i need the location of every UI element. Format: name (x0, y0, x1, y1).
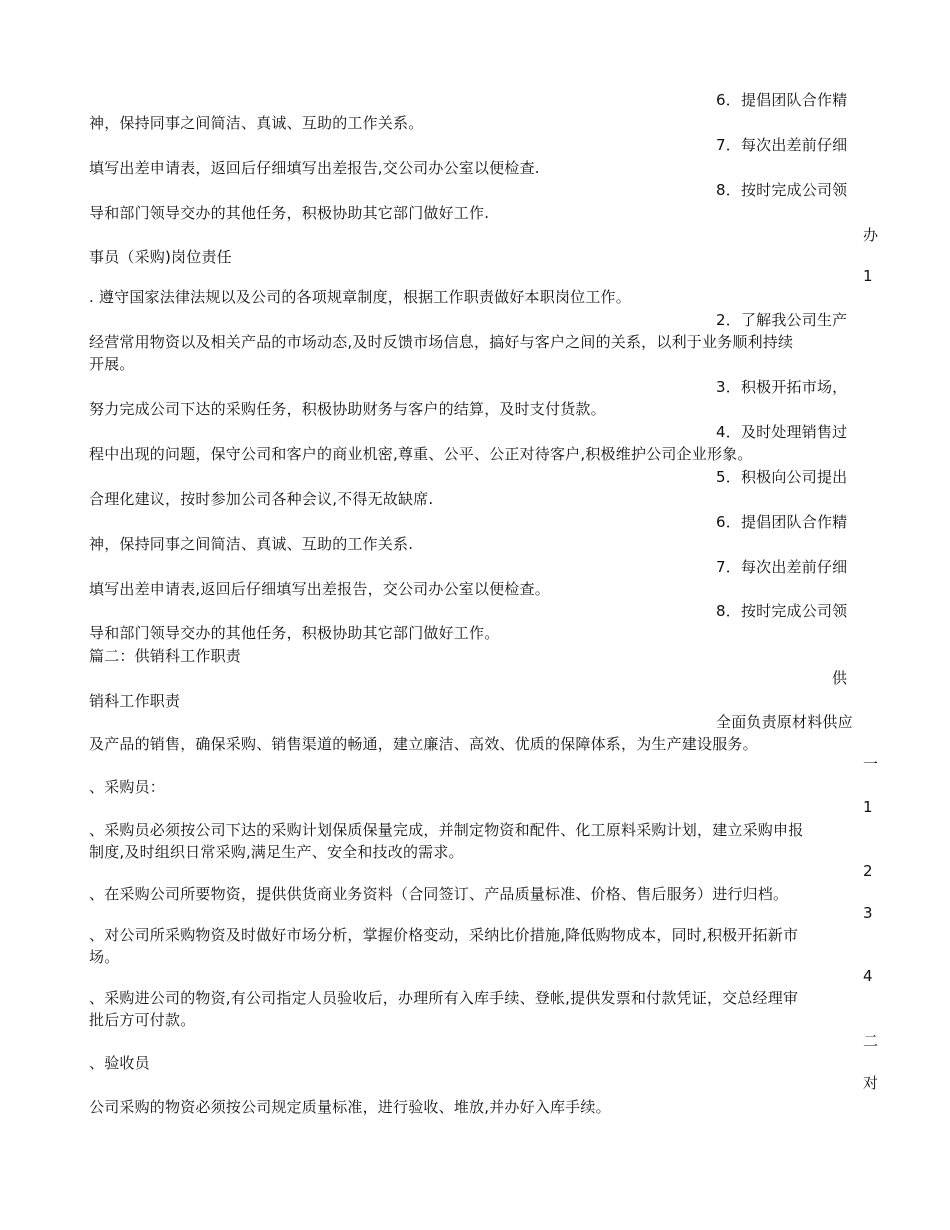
text-line: 批后方可付款。 (89, 1011, 196, 1029)
text-line: 2．了解我公司生产 (716, 311, 848, 329)
text-line: 二 (863, 1032, 879, 1050)
text-line: 4 (863, 967, 873, 985)
text-line: 7．每次出差前仔细 (716, 136, 848, 154)
text-line: 填写出差申请表，返回后仔细填写出差报告,交公司办公室以便检查. (89, 159, 540, 177)
text-line: 、在采购公司所要物资，提供供货商业务资料（合同签订、产品质量标准、价格、售后服务）进行归档。 (89, 885, 789, 903)
text-line: 6．提倡团队合作精 (716, 91, 848, 109)
text-line: 8．按时完成公司领 (716, 602, 848, 620)
text-line: 公司采购的物资必须按公司规定质量标准，进行验收、堆放,并办好入库手续。 (89, 1098, 611, 1116)
text-line: 对 (863, 1074, 879, 1092)
text-line: 程中出现的问题，保守公司和客户的商业机密,尊重、公平、公正对待客户,积极维护公司企业形象。 (89, 445, 753, 463)
text-line: 经营常用物资以及相关产品的市场动态,及时反馈市场信息，搞好与客户之间的关系，以利于业务顺利持续 (89, 333, 794, 351)
text-line: 1 (863, 267, 873, 285)
text-line: 合理化建议，按时参加公司各种会议,不得无故缺席. (89, 490, 434, 508)
text-line: 8．按时完成公司领 (716, 181, 848, 199)
text-line: 4．及时处理销售过 (716, 423, 848, 441)
text-line: 3 (863, 904, 873, 922)
text-line: 及产品的销售，确保采购、销售渠道的畅通，建立廉洁、高效、优质的保障体系，为生产建设服务。 (89, 735, 758, 753)
text-line: 1 (863, 798, 873, 816)
text-line: 一 (863, 755, 879, 773)
text-line: 努力完成公司下达的采购任务，积极协助财务与客户的结算，及时支付货款。 (89, 400, 606, 418)
section-heading: 销科工作职责 (89, 692, 181, 710)
section-heading: 、采购员： (89, 778, 166, 796)
section-heading: 篇二：供销科工作职责 (89, 647, 242, 665)
text-line: 导和部门领导交办的其他任务，积极协助其它部门做好工作. (89, 204, 490, 222)
text-line: 导和部门领导交办的其他任务，积极协助其它部门做好工作。 (89, 624, 500, 642)
text-line: 、采购员必须按公司下达的采购计划保质保量完成，并制定物资和配件、化工原料采购计划，建立采购申报 (89, 821, 804, 839)
text-line: 3．积极开拓市场， (716, 378, 848, 396)
text-line: 制度,及时组织日常采购,满足生产、安全和技改的需求。 (89, 843, 464, 861)
text-line: 2 (863, 862, 873, 880)
text-line: 填写出差申请表,返回后仔细填写出差报告，交公司办公室以便检查。 (89, 580, 550, 598)
text-line: 7．每次出差前仔细 (716, 558, 848, 576)
text-line: 、对公司所采购物资及时做好市场分析，掌握价格变动，采纳比价措施,降低购物成本，同时,积极开拓新市 (89, 926, 799, 944)
text-line: 办 (863, 226, 879, 244)
section-heading: 事员（采购)岗位责任 (89, 248, 232, 266)
text-line: 神，保持同事之间简洁、真诚、互助的工作关系。 (89, 114, 424, 132)
text-line: 全面负责原材料供应 (716, 713, 853, 731)
text-line: . 遵守国家法律法规以及公司的各项规章制度，根据工作职责做好本职岗位工作。 (89, 288, 631, 306)
text-line: 供 (832, 669, 848, 687)
text-line: 开展。 (89, 355, 135, 373)
text-line: 场。 (89, 948, 120, 966)
text-line: 、采购进公司的物资,有公司指定人员验收后，办理所有入库手续、登帐,提供发票和付款凭证，交总经理审 (89, 989, 799, 1007)
section-heading: 、验收员 (89, 1054, 150, 1072)
text-line: 神，保持同事之间简洁、真诚、互助的工作关系. (89, 535, 414, 553)
text-line: 5．积极向公司提出 (716, 468, 848, 486)
text-line: 6．提倡团队合作精 (716, 513, 848, 531)
